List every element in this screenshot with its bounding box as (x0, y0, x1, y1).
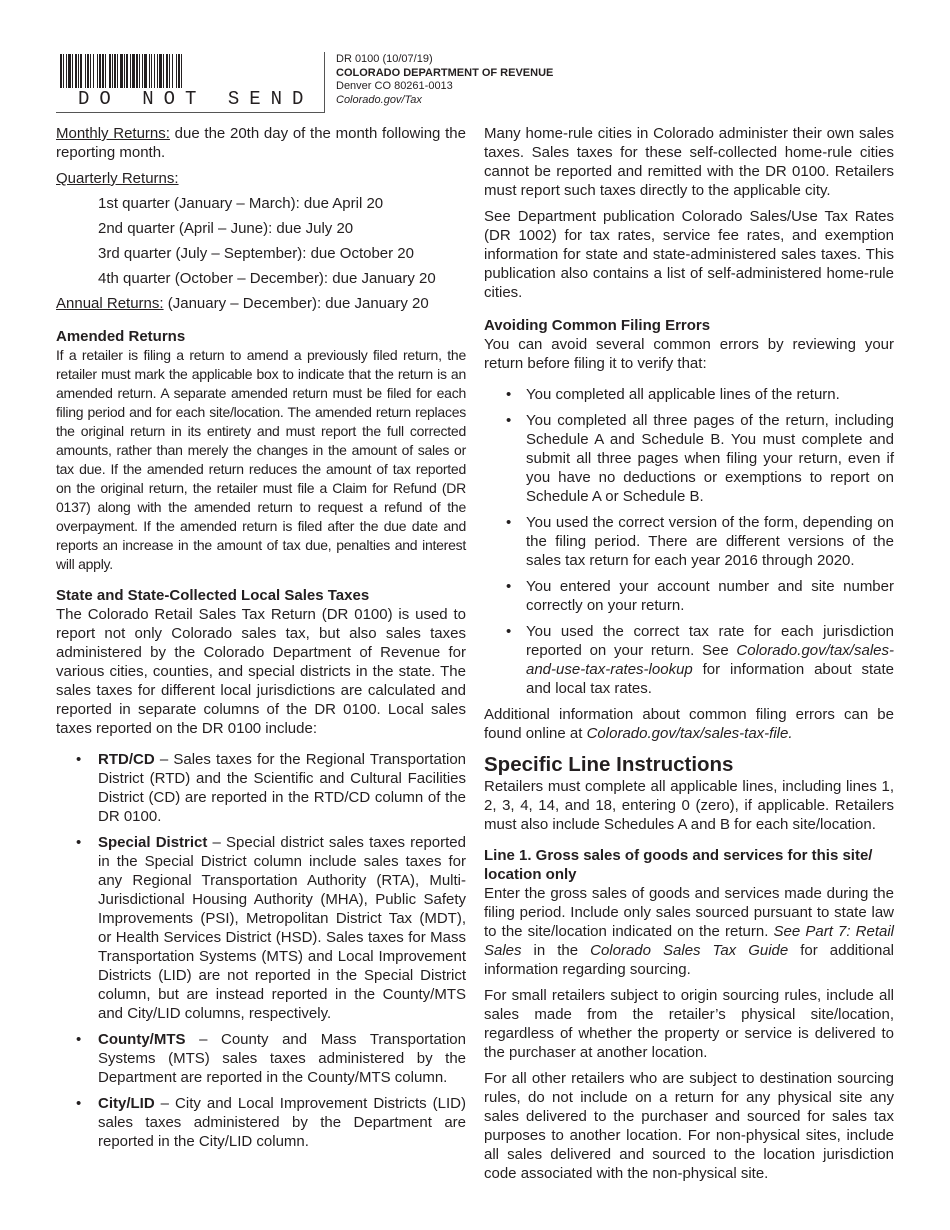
list-item (56, 750, 466, 826)
home-rule-text: Many home-rule cities in Colorado administer their own sales taxes. Sales taxes for these self-collected home-rule cities cannot be reported and remitted with the DR 0100. Retailers must report such taxes directly to the applicable city. (484, 125, 894, 199)
barcode-bar (66, 54, 67, 88)
barcode-caption: DO NOT SEND (78, 88, 314, 110)
list-item (56, 833, 466, 1023)
bullet-text: – Special district sales taxes reported in the Special District column include sales taxes for any Regional Transportation Authority (RTA), Multi-Jurisdictional Housing Authority (MHA), Public Safety Improvements (PSI), Metropolitan District Tax (MDT), or Health Services District (HSD). Sales taxes for Mass Transportation Systems (MTS) and Local Improvement Districts (LID) are not reported in the Special District column, but are instead reported in the County/MTS and City/LID columns, respectively. (98, 834, 466, 1022)
barcode-bar (163, 54, 164, 88)
quarterly-returns-label (56, 169, 466, 188)
line1-heading: Line 1. Gross sales of goods and services for this site/ location only (484, 847, 873, 883)
small-retailers-text: For small retailers subject to origin sourcing rules, include all sales made from the retailer’s physical site/location, regardless of whether the property or service is delivered to the purchaser at another location. (484, 987, 894, 1061)
barcode-bar (90, 54, 91, 88)
barcode-bar (112, 54, 113, 88)
bullet-term: County/MTS (98, 1031, 186, 1048)
agency-address: Denver CO 80261-0013 (336, 80, 453, 92)
barcode-bar (142, 54, 143, 88)
barcode-bar (87, 54, 89, 88)
amended-heading: Amended Returns (56, 328, 186, 345)
quarterly-label: Quarterly Returns: (56, 170, 179, 187)
barcode-bar (109, 54, 111, 88)
quarter-item: 3rd quarter (July – September): due October 20 (98, 245, 414, 262)
barcode-bar (80, 54, 82, 88)
other-retailers-text: For all other retailers who are subject to destination sourcing rules, do not include on a return for any physical site any sales delivered to the purchaser and sourced for sales tax purposes to another location. For non-physical sites, include all sales delivered and sourced to the location jurisdiction code associated with the non-physical site. (484, 1070, 894, 1182)
barcode-bar (159, 54, 162, 88)
line1-text-end: for additional information regarding sourcing. (484, 942, 894, 978)
barcode-bar (132, 54, 135, 88)
barcode-bar (144, 54, 147, 88)
barcode-bar (99, 54, 101, 88)
additional-info (484, 705, 894, 743)
local-tax-list (56, 750, 466, 1151)
sales-tax-file-link[interactable]: Colorado.gov/tax/sales-tax-file. (586, 725, 793, 742)
agency-website: Colorado.gov/Tax (336, 93, 422, 106)
quarter-item: 2nd quarter (April – June): due July 20 (98, 220, 354, 237)
bullet-text: – City and Local Improvement Districts (LID) sales taxes administered by the Department are reported in the City/LID column. (98, 1095, 466, 1150)
quarter-item: 1st quarter (January – March): due April 20 (98, 195, 384, 212)
list-item (56, 1094, 466, 1151)
barcode-bar (172, 54, 173, 88)
state-text: The Colorado Retail Sales Tax Return (DR 0100) is used to report not only Colorado sales tax, but also sales taxes administered by the Colorado Department of Revenue for various cities, counties, and special districts in the state. The sales taxes for different local jurisdictions are calculated and reported in separate columns of the DR 0100. Local sales taxes reported on the DR 0100 include: (56, 606, 466, 737)
barcode-bar (166, 54, 168, 88)
state-heading: State and State-Collected Local Sales Taxes (56, 587, 370, 604)
barcode-bar (102, 54, 104, 88)
line1-in: in the (521, 942, 591, 959)
monthly-returns-text: due the 20th day of the month following the reporting month. (56, 125, 466, 161)
barcode-bar (154, 54, 155, 88)
errors-list (484, 385, 894, 698)
amended-text: If a retailer is filing a return to amend a previously filed return, the retailer must mark the applicable box to indicate that the return is an amended return. A separate amended return must be filed for each filing period and for each site/location. The amended return replaces the original return in its entirety and must report the full corrected amounts, rather than merely the changes in the amount of sales or tax due. If the amended return reduces the amount of tax reported on the original return, the retailer must file a Claim for Refund (DR 0137) along with the amended return to request a refund of the overpayment. If the amended return is filed after the due date and reports an increase in the amount of tax due, penalties and interest will apply. (56, 347, 466, 572)
publication-text: See Department publication Colorado Sales/Use Tax Rates (DR 1002) for tax rates, service fee rates, and exemption information for state and state-administered sales taxes. This publication also contains a list of self-administered home-rule cities. (484, 208, 894, 301)
rate-text-after: for information about state and local tax rates. (526, 661, 894, 697)
line1-text-start: Enter the gross sales of goods and services made during the filing period. Include only sales sourced pursuant to state law to the site/location indicated on the return. (484, 885, 894, 940)
barcode-bar (176, 54, 177, 88)
specific-heading: Specific Line Instructions (484, 753, 734, 776)
list-item (484, 622, 894, 698)
barcode-bar (117, 54, 118, 88)
monthly-returns (56, 124, 466, 162)
form-number: DR 0100 (10/07/19) (336, 53, 433, 65)
barcode-bar (181, 54, 182, 88)
barcode-bar (93, 54, 94, 88)
annual-returns (56, 294, 466, 313)
barcode-bar (124, 54, 125, 88)
bullet-term: RTD/CD (98, 751, 155, 768)
quarter-item: 4th quarter (October – December): due January 20 (98, 270, 436, 287)
barcode-bar (169, 54, 170, 88)
list-item (56, 1030, 466, 1087)
list-item: • You used the correct version of the form, depending on the filing period. There are different versions of the sales tax return for each year 2016 through 2020. (484, 513, 894, 570)
monthly-returns-label: Monthly Returns: (56, 125, 170, 142)
barcode-bar (120, 54, 123, 88)
annual-text: (January – December): due January 20 (163, 295, 429, 312)
barcode-bar (130, 54, 131, 88)
barcode-icon (60, 54, 280, 88)
barcode-bar (78, 54, 79, 88)
annual-label: Annual Returns: (56, 295, 164, 312)
barcode-bar (63, 54, 64, 88)
line1-see-ref: See Part 7: Retail Sales (484, 923, 895, 959)
line1-text (484, 884, 894, 979)
barcode-bar (85, 54, 86, 88)
errors-intro: You can avoid several common errors by reviewing your return before filing it to verify that: (484, 336, 894, 372)
bullet-term: City/LID (98, 1095, 155, 1112)
list-item: • You completed all applicable lines of the return. (484, 385, 894, 404)
barcode-bar (72, 54, 73, 88)
barcode-bar (178, 54, 180, 88)
barcode-block (56, 52, 325, 113)
barcode-bar (97, 54, 98, 88)
bullet-text: – Sales taxes for the Regional Transportation District (RTD) and the Scientific and Cultural Facilities District (CD) are reported in the RTD/CD column of the DR 0100. (98, 751, 466, 825)
line1-guide-ref: Colorado Sales Tax Guide (590, 942, 789, 959)
barcode-bar (105, 54, 106, 88)
barcode-bar (136, 54, 138, 88)
rate-lookup-link[interactable]: Colorado.gov/tax/sales-and-use-tax-rates-lookup (526, 642, 894, 678)
barcode-bar (139, 54, 140, 88)
list-item: • You completed all three pages of the return, including Schedule A and Schedule B. You must complete and submit all three pages when filing your return, even if you have no deductions or exemptions to report on Schedule A or Schedule B. (484, 411, 894, 506)
barcode-bar (60, 54, 62, 88)
left-column (56, 124, 466, 1158)
barcode-bar (75, 54, 77, 88)
right-column (484, 124, 894, 1190)
specific-text: Retailers must complete all applicable lines, including lines 1, 2, 3, 4, 14, and 18, entering 0 (zero), if applicable. Retailers must also include Schedules A and B for each site/location. (484, 778, 894, 833)
barcode-bar (157, 54, 158, 88)
list-item: • You entered your account number and site number correctly on your return. (484, 577, 894, 615)
rate-text: You used the correct tax rate for each jurisdiction reported on your return. See (526, 623, 894, 659)
agency-name: COLORADO DEPARTMENT OF REVENUE (336, 66, 554, 79)
agency-info (336, 53, 553, 107)
barcode-bar (68, 54, 71, 88)
barcode-bar (126, 54, 128, 88)
additional-text: Additional information about common filing errors can be found online at (484, 706, 894, 742)
bullet-text: – County and Mass Transportation Systems (MTS) sales taxes administered by the Department are reported in the County/MTS column. (98, 1031, 466, 1086)
barcode-bar (151, 54, 152, 88)
barcode-bar (114, 54, 116, 88)
barcode-bar (149, 54, 150, 88)
errors-heading: Avoiding Common Filing Errors (484, 317, 711, 334)
bullet-term: Special District (98, 834, 208, 851)
